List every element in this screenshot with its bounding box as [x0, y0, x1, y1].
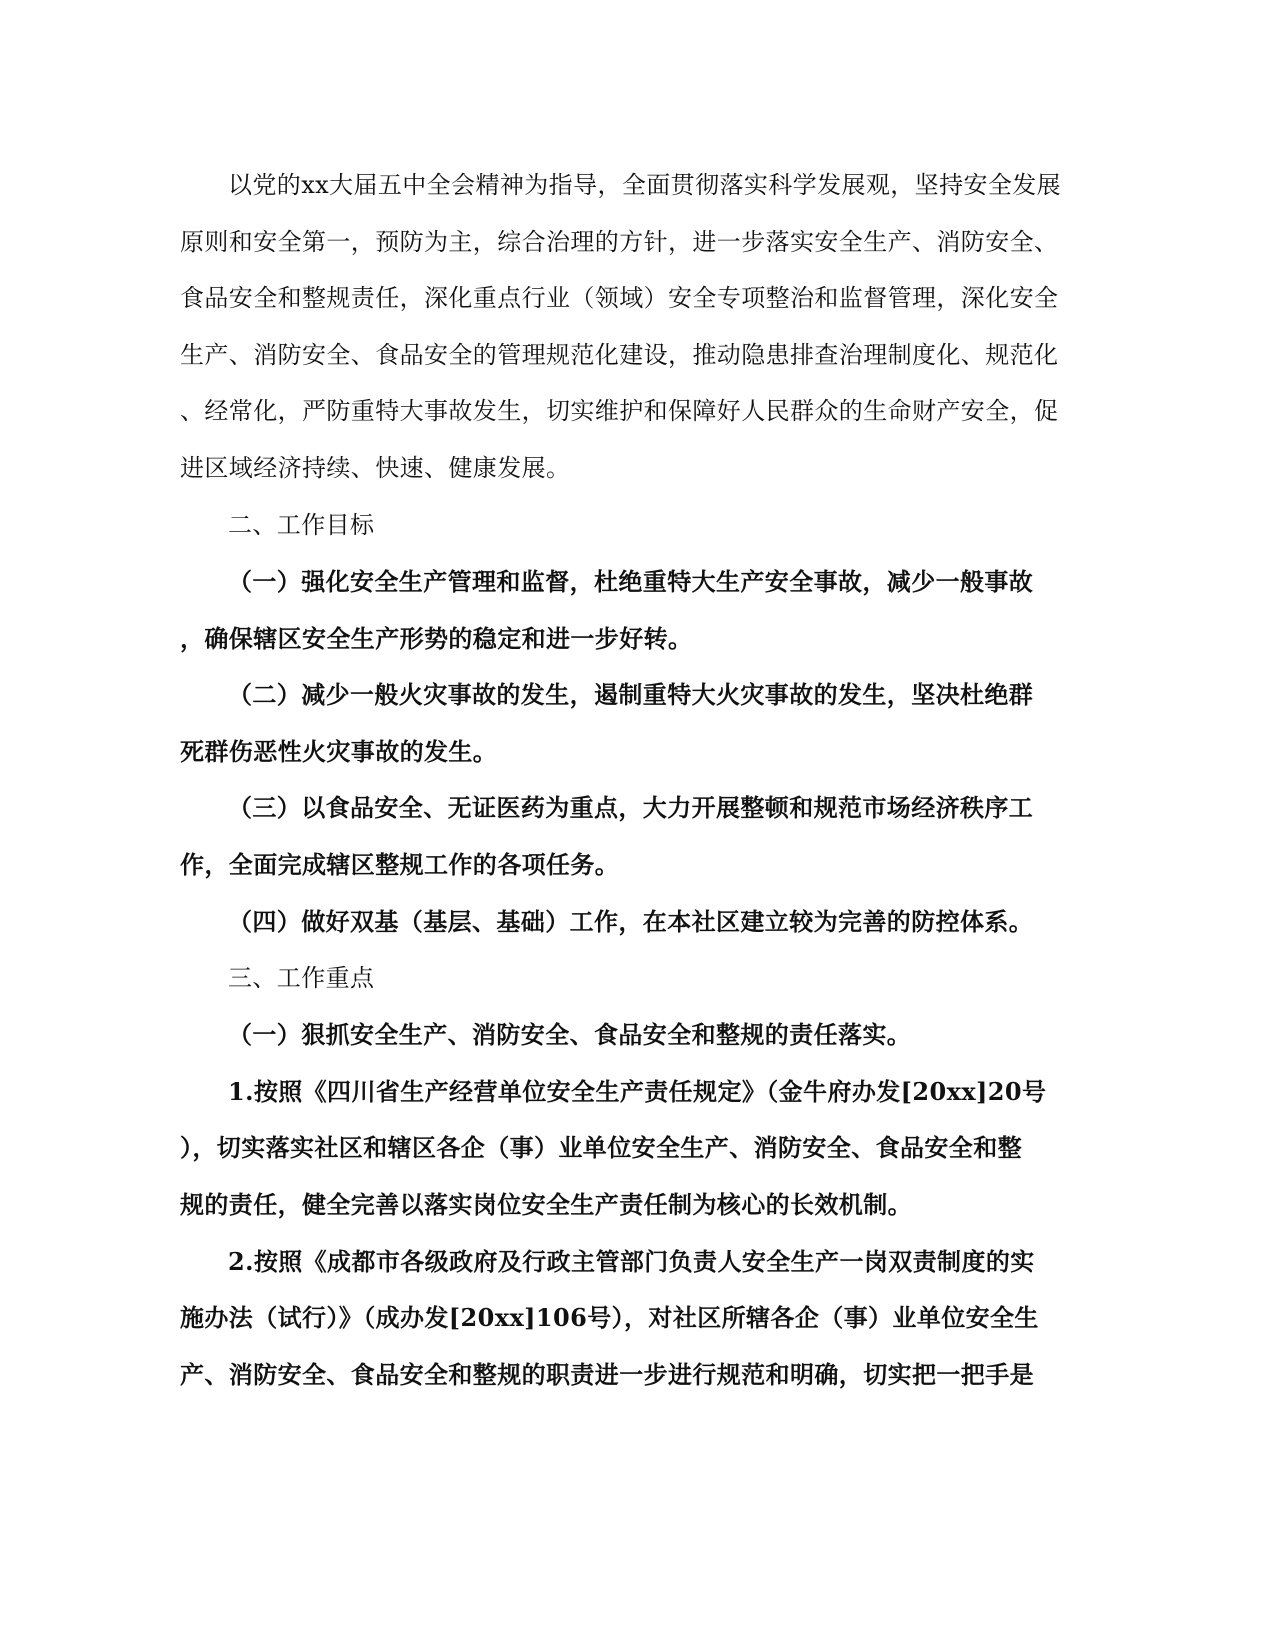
goal-3-line-2: 作，全面完成辖区整规工作的各项任务。	[180, 850, 620, 879]
goal-2-line-2: 死群伤恶性火灾事故的发生。	[180, 737, 498, 766]
paragraph-guiding-line-1: 以党的xx大届五中全会精神为指导，全面贯彻落实科学发展观，坚持安全发展	[228, 171, 1062, 199]
item-2-line-3: 产、消防安全、食品安全和整规的职责进一步进行规范和明确，切实把一把手是	[180, 1360, 1034, 1389]
goal-4-line-1: （四）做好双基（基层、基础）工作，在本社区建立较为完善的防控体系。	[228, 907, 1034, 936]
focus-1-heading: （一）狠抓安全生产、消防安全、食品安全和整规的责任落实。	[228, 1020, 912, 1049]
goal-1-line-1: （一）强化安全生产管理和监督，杜绝重特大生产安全事故，减少一般事故	[228, 567, 1034, 596]
item-1-line-2: ），切实落实社区和辖区各企（事）业单位安全生产、消防安全、食品安全和整	[180, 1133, 1022, 1162]
paragraph-guiding-line-2: 原则和安全第一，预防为主，综合治理的方针，进一步落实安全生产、消防安全、	[180, 228, 1059, 256]
item-1-line-1: 1.按照《四川省生产经营单位安全生产责任规定》（金牛府办发[20xx]20号	[228, 1077, 1047, 1106]
item-1-line-3: 规的责任，健全完善以落实岗位安全生产责任制为核心的长效机制。	[180, 1190, 912, 1219]
item-2-line-2: 施办法（试行）》（成办发[20xx]106号），对社区所辖各企（事）业单位安全生	[180, 1303, 1039, 1332]
section-heading-focus: 三、工作重点	[228, 964, 375, 992]
paragraph-guiding-line-5: 、经常化，严防重特大事故发生，切实维护和保障好人民群众的生命财产安全，促	[180, 397, 1059, 425]
goal-3-line-1: （三）以食品安全、无证医药为重点，大力开展整顿和规范市场经济秩序工	[228, 793, 1034, 822]
section-heading-goals: 二、工作目标	[228, 511, 375, 539]
item-2-line-1: 2.按照《成都市各级政府及行政主管部门负责人安全生产一岗双责制度的实	[228, 1247, 1035, 1276]
paragraph-guiding-line-4: 生产、消防安全、食品安全的管理规范化建设，推动隐患排查治理制度化、规范化	[180, 341, 1059, 369]
paragraph-guiding-line-3: 食品安全和整规责任，深化重点行业（领域）安全专项整治和监督管理，深化安全	[180, 284, 1059, 312]
goal-1-line-2: ，确保辖区安全生产形势的稳定和进一步好转。	[180, 624, 693, 653]
paragraph-guiding-line-6: 进区域经济持续、快速、健康发展。	[180, 454, 571, 482]
goal-2-line-1: （二）减少一般火灾事故的发生，遏制重特大火灾事故的发生，坚决杜绝群	[228, 680, 1034, 709]
